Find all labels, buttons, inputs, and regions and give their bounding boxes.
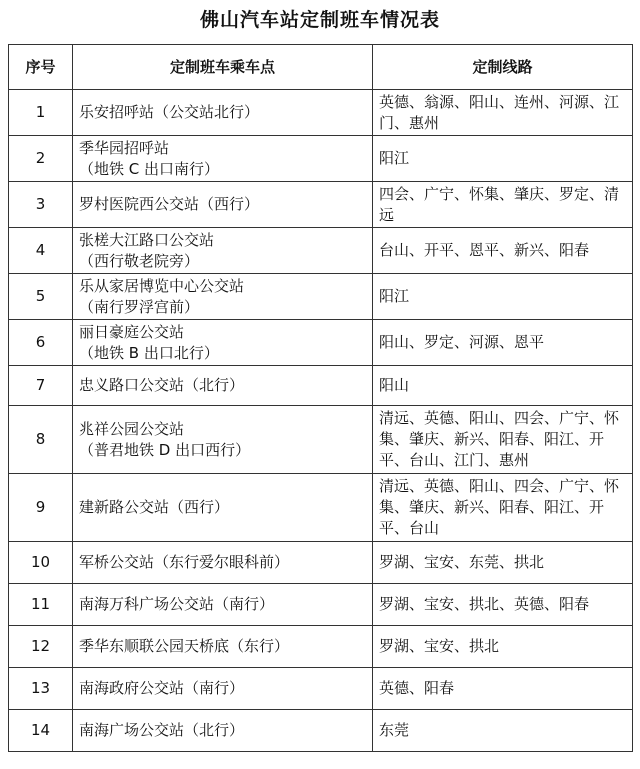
stop-text-line: （地铁 B 出口北行）	[79, 343, 219, 362]
stop-text-line: 季华东顺联公园天桥底（东行）	[79, 637, 290, 655]
stop-text-line: 兆祥公园公交站	[79, 419, 185, 438]
cell-seq: 2	[9, 136, 73, 182]
table-row	[9, 406, 633, 474]
cell-route: 阳山、罗定、河源、恩平	[373, 320, 633, 366]
table-row	[9, 274, 633, 320]
table-row	[9, 136, 633, 182]
cell-stop	[73, 90, 373, 136]
cell-stop	[73, 228, 373, 274]
table-row	[9, 710, 633, 752]
cell-stop	[73, 406, 373, 474]
cell-seq: 11	[9, 584, 73, 626]
cell-route: 台山、开平、恩平、新兴、阳春	[373, 228, 633, 274]
table-row	[9, 584, 633, 626]
table-row	[9, 668, 633, 710]
cell-seq: 14	[9, 710, 73, 752]
cell-seq: 9	[9, 474, 73, 542]
table-row	[9, 182, 633, 228]
table-row	[9, 542, 633, 584]
cell-route: 罗湖、宝安、拱北	[373, 626, 633, 668]
table-body	[9, 90, 633, 752]
cell-route: 四会、广宁、怀集、肇庆、罗定、清远	[373, 182, 633, 228]
stop-text-line: 季华园招呼站	[79, 138, 170, 157]
column-header-route: 定制线路	[373, 45, 633, 90]
cell-stop	[73, 320, 373, 366]
cell-stop	[73, 710, 373, 752]
cell-seq: 8	[9, 406, 73, 474]
cell-route: 罗湖、宝安、拱北、英德、阳春	[373, 584, 633, 626]
cell-stop	[73, 136, 373, 182]
cell-route: 清远、英德、阳山、四会、广宁、怀集、肇庆、新兴、阳春、阳江、开平、台山、江门、惠州	[373, 406, 633, 474]
cell-seq: 1	[9, 90, 73, 136]
stop-text-line: 罗村医院西公交站（西行）	[79, 195, 260, 213]
cell-seq: 5	[9, 274, 73, 320]
stop-text-line: 张槎大江路口公交站	[79, 230, 215, 249]
table-row	[9, 626, 633, 668]
stop-text-line: （普君地铁 D 出口西行）	[79, 440, 251, 459]
cell-stop	[73, 474, 373, 542]
column-header-stop: 定制班车乘车点	[73, 45, 373, 90]
cell-route: 东莞	[373, 710, 633, 752]
table-header-row	[9, 45, 633, 90]
stop-text-line: 丽日豪庭公交站	[79, 322, 185, 341]
stop-text-line: 南海万科广场公交站（南行）	[79, 595, 275, 613]
cell-route: 清远、英德、阳山、四会、广宁、怀集、肇庆、新兴、阳春、阳江、开平、台山	[373, 474, 633, 542]
cell-stop	[73, 584, 373, 626]
bus-schedule-table	[8, 44, 633, 752]
stop-text-line: （西行敬老院旁）	[79, 251, 200, 270]
table-row	[9, 366, 633, 406]
stop-text-line: 南海广场公交站（北行）	[79, 721, 245, 739]
cell-stop	[73, 668, 373, 710]
cell-stop	[73, 626, 373, 668]
cell-seq: 7	[9, 366, 73, 406]
cell-seq: 4	[9, 228, 73, 274]
cell-seq: 6	[9, 320, 73, 366]
cell-route: 英德、阳春	[373, 668, 633, 710]
stop-text-line: 乐从家居博览中心公交站	[79, 276, 245, 295]
table-row	[9, 320, 633, 366]
cell-stop	[73, 366, 373, 406]
stop-text-line: 乐安招呼站（公交站北行）	[79, 103, 260, 121]
cell-route: 阳江	[373, 136, 633, 182]
stop-text-line: 南海政府公交站（南行）	[79, 679, 245, 697]
stop-text-line: 军桥公交站（东行爱尔眼科前）	[79, 553, 290, 571]
cell-stop	[73, 274, 373, 320]
cell-route: 罗湖、宝安、东莞、拱北	[373, 542, 633, 584]
stop-text-line: 建新路公交站（西行）	[79, 498, 230, 516]
table-row	[9, 228, 633, 274]
page-title: 佛山汽车站定制班车情况表	[199, 9, 440, 31]
table-row	[9, 474, 633, 542]
cell-stop	[73, 542, 373, 584]
stop-text-line: （地铁 C 出口南行）	[79, 159, 220, 178]
stop-text-line: 忠义路口公交站（北行）	[79, 376, 245, 394]
cell-seq: 10	[9, 542, 73, 584]
cell-seq: 3	[9, 182, 73, 228]
stop-text-line: （南行罗浮宫前）	[79, 297, 200, 316]
cell-route: 英德、翁源、阳山、连州、河源、江门、惠州	[373, 90, 633, 136]
cell-stop	[73, 182, 373, 228]
cell-seq: 13	[9, 668, 73, 710]
table-row	[9, 90, 633, 136]
cell-seq: 12	[9, 626, 73, 668]
column-header-seq: 序号	[9, 45, 73, 90]
cell-route: 阳山	[373, 366, 633, 406]
cell-route: 阳江	[373, 274, 633, 320]
